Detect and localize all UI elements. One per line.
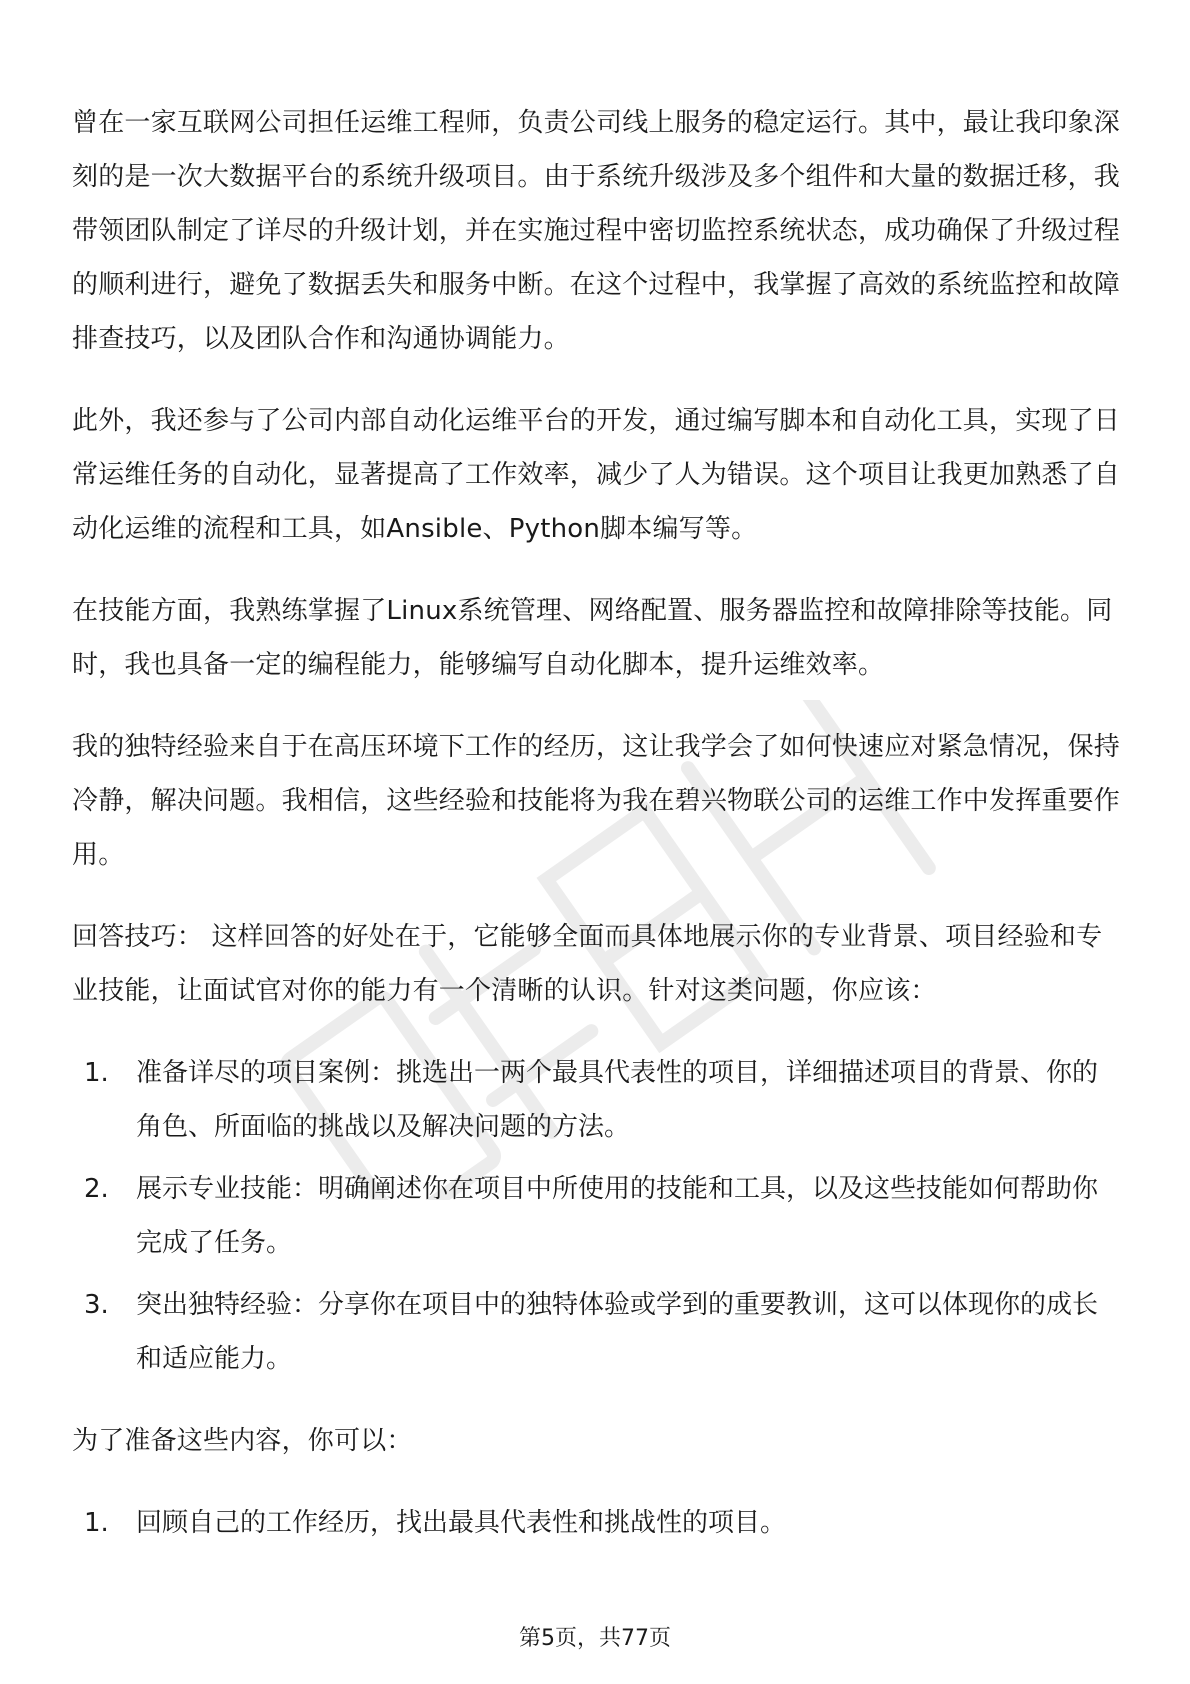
paragraph-automation: 此外，我还参与了公司内部自动化运维平台的开发，通过编写脚本和自动化工具，实现了日常运维任务的自动化，显著提高了工作效率，减少了人为错误。这个项目让我更加熟悉了自动化运维的流程和工具，如Ansible、Python脚本编写等。 bbox=[72, 406, 1121, 544]
paragraph-prep-intro: 为了准备这些内容，你可以： bbox=[72, 1426, 413, 1456]
list-item bbox=[84, 1496, 1122, 1550]
list-text: 展示专业技能：明确阐述你在项目中所使用的技能和工具，以及这些技能如何帮助你完成了任务。 bbox=[136, 1174, 1099, 1258]
list-item bbox=[84, 1162, 1122, 1270]
list-text: 突出独特经验：分享你在项目中的独特体验或学到的重要教训，这可以体现你的成长和适应能力。 bbox=[136, 1290, 1099, 1374]
paragraph-skills: 在技能方面，我熟练掌握了Linux系统管理、网络配置、服务器监控和故障排除等技能。同时，我也具备一定的编程能力，能够编写自动化脚本，提升运维效率。 bbox=[72, 596, 1113, 680]
paragraph-unique-experience: 我的独特经验来自于在高压环境下工作的经历，这让我学会了如何快速应对紧急情况，保持冷静，解决问题。我相信，这些经验和技能将为我在碧兴物联公司的运维工作中发挥重要作用。 bbox=[72, 732, 1121, 870]
paragraph-experience: 曾在一家互联网公司担任运维工程师，负责公司线上服务的稳定运行。其中，最让我印象深刻的是一次大数据平台的系统升级项目。由于系统升级涉及多个组件和大量的数据迁移，我带领团队制定了详尽的升级计划，并在实施过程中密切监控系统状态，成功确保了升级过程的顺利进行，避免了数据丢失和服务中断。在这个过程中，我掌握了高效的系统监控和故障排查技巧，以及团队合作和沟通协调能力。 bbox=[72, 108, 1121, 354]
prep-list bbox=[72, 1496, 1122, 1550]
list-text: 准备详尽的项目案例：挑选出一两个最具代表性的项目，详细描述项目的背景、你的角色、所面临的挑战以及解决问题的方法。 bbox=[136, 1058, 1099, 1142]
tips-list bbox=[72, 1046, 1122, 1386]
list-text: 回顾自己的工作经历，找出最具代表性和挑战性的项目。 bbox=[136, 1508, 787, 1538]
list-number: 1. bbox=[84, 1058, 109, 1088]
list-number: 2. bbox=[84, 1174, 109, 1204]
list-item bbox=[84, 1278, 1122, 1386]
list-number: 1. bbox=[84, 1508, 109, 1538]
list-number: 3. bbox=[84, 1290, 109, 1320]
document-page bbox=[72, 96, 1122, 1578]
page-footer: 第5页，共77页 bbox=[519, 1626, 671, 1651]
paragraph-answer-tips: 回答技巧： 这样回答的好处在于，它能够全面而具体地展示你的专业背景、项目经验和专业技能，让面试官对你的能力有一个清晰的认识。针对这类问题，你应该： bbox=[72, 922, 1103, 1006]
list-item bbox=[84, 1046, 1122, 1154]
